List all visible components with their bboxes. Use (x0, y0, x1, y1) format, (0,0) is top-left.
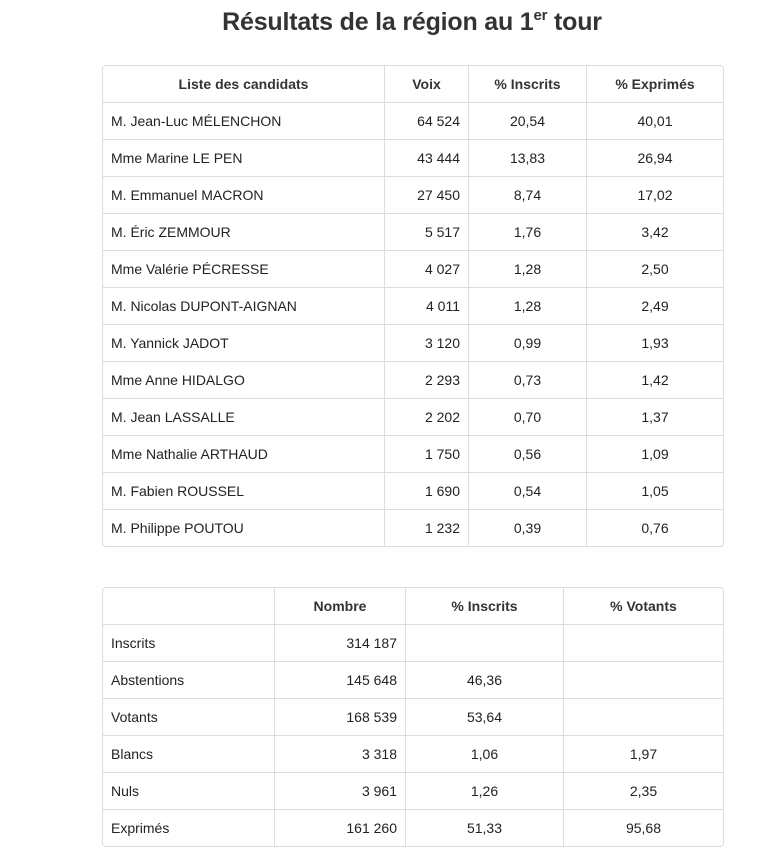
summary-pct-inscrits: 53,64 (405, 698, 563, 735)
summary-label: Votants (103, 698, 274, 735)
summary-label: Abstentions (103, 661, 274, 698)
summary-nombre: 314 187 (274, 624, 405, 661)
candidate-pct-exprimes: 2,50 (586, 250, 723, 287)
summary-pct-inscrits: 1,26 (405, 772, 563, 809)
candidate-name: Mme Marine LE PEN (103, 139, 384, 176)
candidate-name: Mme Valérie PÉCRESSE (103, 250, 384, 287)
candidate-row (103, 472, 723, 509)
candidate-pct-inscrits: 1,28 (468, 287, 586, 324)
candidate-pct-inscrits: 8,74 (468, 176, 586, 213)
candidate-name: Mme Nathalie ARTHAUD (103, 435, 384, 472)
candidate-row (103, 213, 723, 250)
candidate-pct-inscrits: 0,56 (468, 435, 586, 472)
candidates-header-row (103, 66, 723, 102)
summary-pct-inscrits (405, 624, 563, 661)
summary-pct-votants (563, 661, 723, 698)
candidates-body (103, 102, 723, 546)
summary-nombre: 161 260 (274, 809, 405, 846)
summary-pct-inscrits: 46,36 (405, 661, 563, 698)
header-pct-inscrits: % Inscrits (468, 66, 586, 102)
summary-pct-votants (563, 698, 723, 735)
candidate-pct-exprimes: 1,09 (586, 435, 723, 472)
header-empty (103, 588, 274, 624)
candidate-pct-inscrits: 20,54 (468, 102, 586, 139)
candidate-voix: 3 120 (384, 324, 468, 361)
summary-row (103, 698, 723, 735)
candidate-row (103, 176, 723, 213)
candidate-name: M. Nicolas DUPONT-AIGNAN (103, 287, 384, 324)
summary-label: Inscrits (103, 624, 274, 661)
page-title-suffix: tour (547, 8, 602, 36)
candidate-pct-exprimes: 1,93 (586, 324, 723, 361)
candidate-pct-inscrits: 0,39 (468, 509, 586, 546)
candidate-row (103, 361, 723, 398)
page-title (0, 8, 777, 37)
candidate-row (103, 250, 723, 287)
summary-body (103, 624, 723, 846)
header-voix: Voix (384, 66, 468, 102)
candidate-voix: 2 202 (384, 398, 468, 435)
summary-nombre: 3 318 (274, 735, 405, 772)
header-candidate-list: Liste des candidats (178, 76, 309, 92)
candidate-name: M. Yannick JADOT (103, 324, 384, 361)
candidate-name: M. Éric ZEMMOUR (103, 213, 384, 250)
candidate-voix: 1 232 (384, 509, 468, 546)
header-pct-inscrits: % Inscrits (405, 588, 563, 624)
summary-header-row (103, 588, 723, 624)
candidate-pct-inscrits: 0,54 (468, 472, 586, 509)
candidate-pct-exprimes: 2,49 (586, 287, 723, 324)
candidate-voix: 1 690 (384, 472, 468, 509)
candidate-pct-exprimes: 17,02 (586, 176, 723, 213)
turnout-summary-table (102, 587, 724, 847)
candidate-voix: 2 293 (384, 361, 468, 398)
summary-nombre: 168 539 (274, 698, 405, 735)
candidate-name: M. Jean-Luc MÉLENCHON (103, 102, 384, 139)
header-nombre: Nombre (274, 588, 405, 624)
candidate-voix: 27 450 (384, 176, 468, 213)
candidate-pct-inscrits: 1,76 (468, 213, 586, 250)
candidate-pct-exprimes: 40,01 (586, 102, 723, 139)
candidates-results-table (102, 65, 724, 547)
summary-row (103, 624, 723, 661)
candidate-pct-inscrits: 13,83 (468, 139, 586, 176)
summary-label: Blancs (103, 735, 274, 772)
summary-pct-votants: 1,97 (563, 735, 723, 772)
candidate-voix: 5 517 (384, 213, 468, 250)
candidate-pct-exprimes: 1,05 (586, 472, 723, 509)
candidate-row (103, 398, 723, 435)
summary-label: Exprimés (103, 809, 274, 846)
candidate-row (103, 102, 723, 139)
header-pct-votants: % Votants (563, 588, 723, 624)
candidate-pct-exprimes: 1,37 (586, 398, 723, 435)
summary-pct-votants (563, 624, 723, 661)
summary-pct-votants: 95,68 (563, 809, 723, 846)
summary-row (103, 735, 723, 772)
candidate-row (103, 287, 723, 324)
candidate-row (103, 435, 723, 472)
candidate-name: M. Fabien ROUSSEL (103, 472, 384, 509)
candidate-name: M. Jean LASSALLE (103, 398, 384, 435)
summary-row (103, 661, 723, 698)
candidate-pct-inscrits: 0,73 (468, 361, 586, 398)
page-title-superscript: er (533, 7, 548, 24)
summary-row (103, 772, 723, 809)
candidate-row (103, 324, 723, 361)
summary-pct-inscrits: 51,33 (405, 809, 563, 846)
summary-nombre: 3 961 (274, 772, 405, 809)
summary-pct-inscrits: 1,06 (405, 735, 563, 772)
candidate-pct-exprimes: 1,42 (586, 361, 723, 398)
candidate-pct-inscrits: 1,28 (468, 250, 586, 287)
header-pct-exprimes: % Exprimés (586, 66, 723, 102)
candidate-pct-exprimes: 3,42 (586, 213, 723, 250)
candidate-name: M. Philippe POUTOU (103, 509, 384, 546)
candidate-voix: 43 444 (384, 139, 468, 176)
candidate-voix: 64 524 (384, 102, 468, 139)
candidate-row (103, 139, 723, 176)
candidate-name: Mme Anne HIDALGO (103, 361, 384, 398)
candidate-pct-exprimes: 26,94 (586, 139, 723, 176)
candidate-voix: 4 011 (384, 287, 468, 324)
candidate-pct-exprimes: 0,76 (586, 509, 723, 546)
page-title-text: Résultats de la région au 1 (222, 8, 534, 36)
candidate-pct-inscrits: 0,70 (468, 398, 586, 435)
summary-label: Nuls (103, 772, 274, 809)
candidate-pct-inscrits: 0,99 (468, 324, 586, 361)
summary-row (103, 809, 723, 846)
candidate-name: M. Emmanuel MACRON (103, 176, 384, 213)
candidate-voix: 4 027 (384, 250, 468, 287)
summary-nombre: 145 648 (274, 661, 405, 698)
summary-pct-votants: 2,35 (563, 772, 723, 809)
candidate-row (103, 509, 723, 546)
candidate-voix: 1 750 (384, 435, 468, 472)
